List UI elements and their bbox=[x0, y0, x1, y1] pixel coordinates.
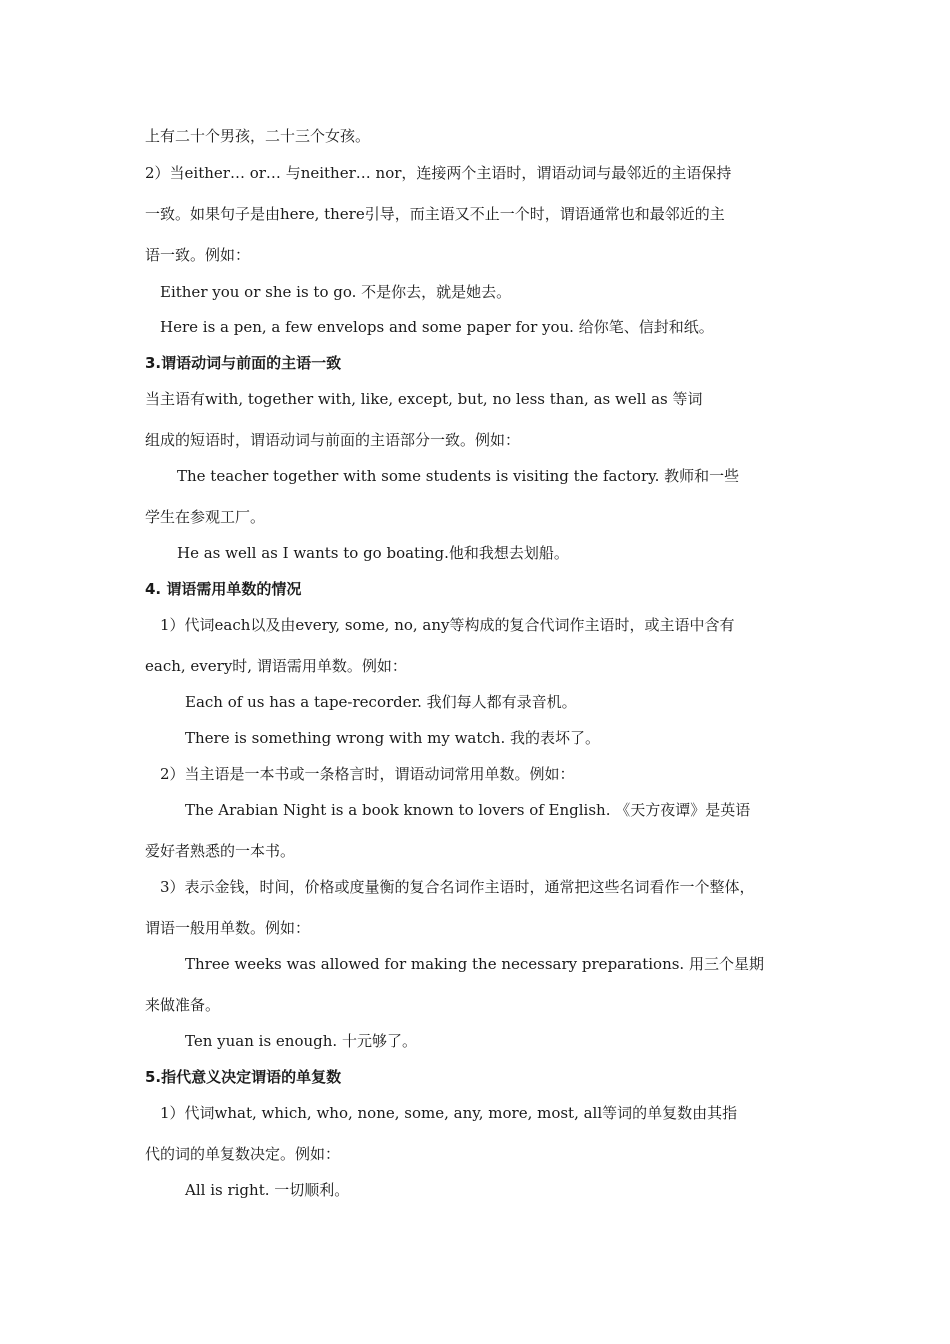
example-sentence: All is right. 一切顺利。 bbox=[185, 1181, 350, 1199]
paragraph-line: 爱好者熟悉的一本书。 bbox=[145, 842, 296, 860]
example-sentence: He as well as I wants to go boating.他和我想去划船。 bbox=[177, 544, 569, 562]
example-sentence: Either you or she is to go. 不是你去，就是她去。 bbox=[160, 283, 512, 301]
example-sentence: The Arabian Night is a book known to lovers of English. 《天方夜谭》是英语 bbox=[185, 801, 751, 819]
example-sentence: Each of us has a tape-recorder. 我们每人都有录音机。 bbox=[185, 693, 577, 711]
section-heading: 4. 谓语需用单数的情况 bbox=[145, 580, 302, 598]
example-sentence: Here is a pen, a few envelops and some paper for you. 给你笔、信封和纸。 bbox=[160, 318, 714, 336]
paragraph-line: 组成的短语时，谓语动词与前面的主语部分一致。例如： bbox=[145, 431, 521, 449]
paragraph-line: 2）当either… or… 与neither… nor，连接两个主语时，谓语动词与最邻近的主语保持 bbox=[145, 164, 732, 182]
paragraph-line: 2）当主语是一本书或一条格言时，谓语动词常用单数。例如： bbox=[160, 765, 575, 783]
example-sentence: Three weeks was allowed for making the necessary preparations. 用三个星期 bbox=[185, 955, 764, 973]
paragraph-line: 3）表示金钱，时间，价格或度量衡的复合名词作主语时，通常把这些名词看作一个整体， bbox=[160, 878, 755, 896]
paragraph-line: 上有二十个男孩，二十三个女孩。 bbox=[145, 127, 371, 145]
paragraph-line: 学生在参观工厂。 bbox=[145, 508, 266, 526]
paragraph-line: 1）代词what, which, who, none, some, any, more, most, all等词的单复数由其指 bbox=[160, 1104, 738, 1122]
paragraph-line: 一致。如果句子是由here, there引导，而主语又不止一个时，谓语通常也和最邻近的主 bbox=[145, 205, 725, 223]
example-sentence: There is something wrong with my watch. 我的表坏了。 bbox=[185, 729, 601, 747]
paragraph-line: 语一致。例如： bbox=[145, 246, 251, 264]
paragraph-line: 当主语有with, together with, like, except, but, no less than, as well as 等词 bbox=[145, 390, 703, 408]
paragraph-line: 谓语一般用单数。例如： bbox=[145, 919, 311, 937]
example-sentence: The teacher together with some students is visiting the factory. 教师和一些 bbox=[177, 467, 740, 485]
paragraph-line: 来做准备。 bbox=[145, 996, 221, 1014]
section-heading: 5.指代意义决定谓语的单复数 bbox=[145, 1068, 342, 1086]
paragraph-line: 1）代词each以及由every, some, no, any等构成的复合代词作主语时，或主语中含有 bbox=[160, 616, 735, 634]
paragraph-line: 代的词的单复数决定。例如： bbox=[145, 1145, 341, 1163]
section-heading: 3.谓语动词与前面的主语一致 bbox=[145, 354, 342, 372]
example-sentence: Ten yuan is enough. 十元够了。 bbox=[185, 1032, 417, 1050]
paragraph-line: each, every时, 谓语需用单数。例如： bbox=[145, 657, 407, 675]
